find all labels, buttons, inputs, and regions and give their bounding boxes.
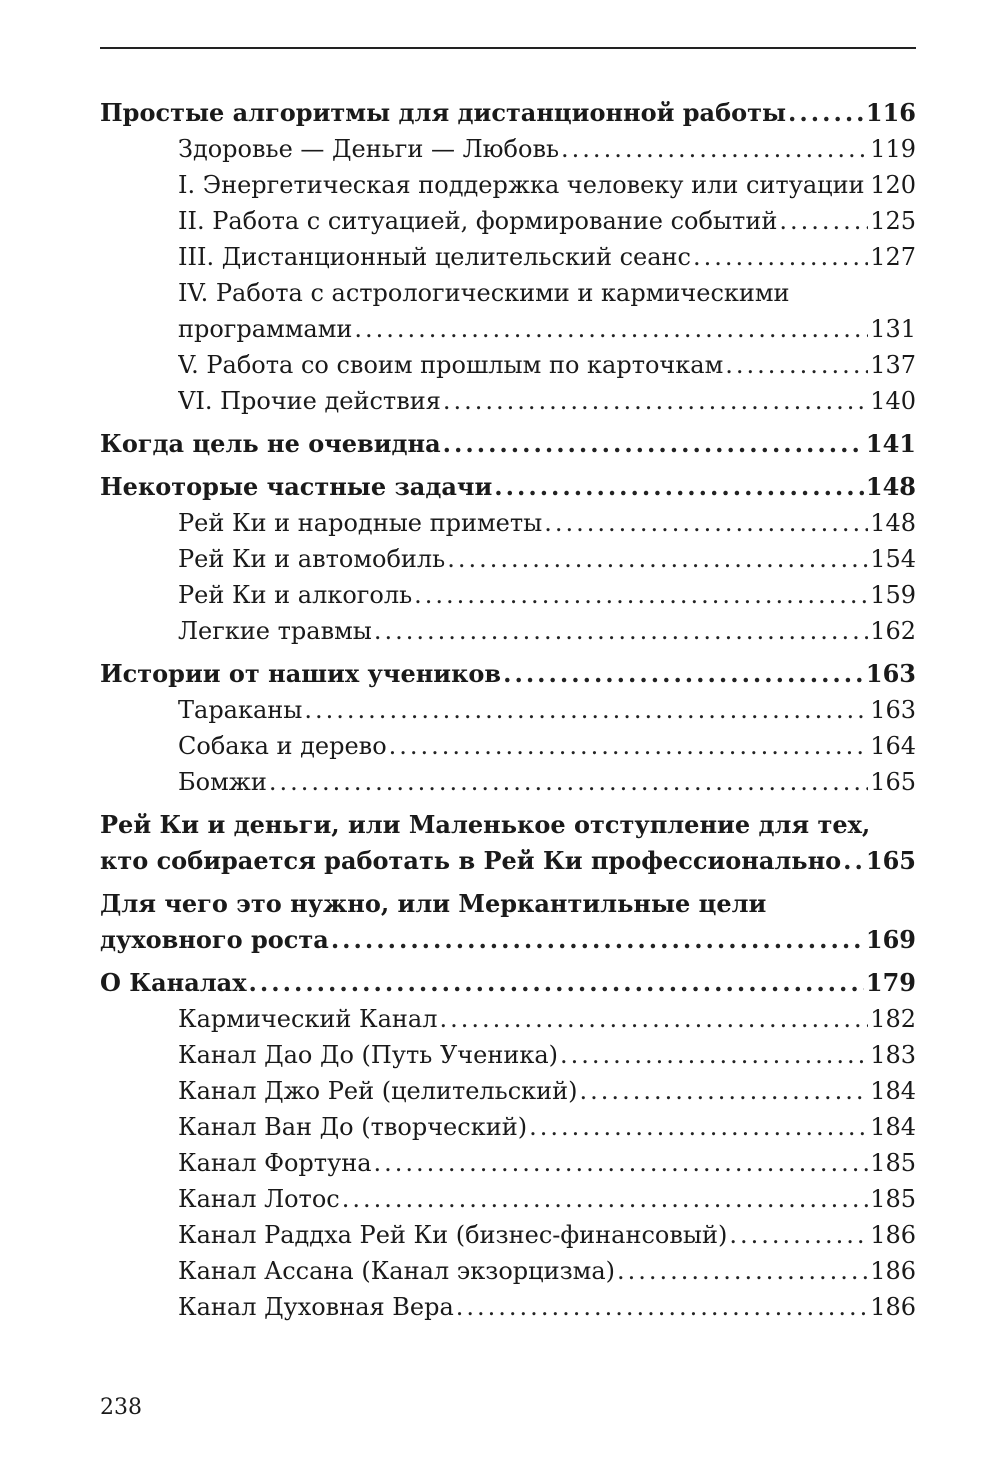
toc-line <box>100 965 916 1001</box>
toc-page-number: 131 <box>870 315 916 343</box>
toc-subsection[interactable] <box>100 383 994 419</box>
toc-subsection[interactable] <box>100 1181 994 1217</box>
toc-page-number: 125 <box>870 207 916 235</box>
toc-subsection[interactable] <box>100 167 994 203</box>
toc-entry-title: Канал Ван До (творческий) <box>178 1113 528 1141</box>
toc-line <box>178 1289 916 1325</box>
dot-leader <box>867 167 869 203</box>
toc-line <box>178 1109 916 1145</box>
toc-page-number: 184 <box>870 1077 916 1105</box>
dot-leader <box>443 383 868 419</box>
toc-page-number: 120 <box>870 171 916 199</box>
toc-page-number: 185 <box>870 1185 916 1213</box>
toc-line <box>178 1145 916 1181</box>
toc-line <box>178 728 916 764</box>
toc-page-number: 186 <box>870 1257 916 1285</box>
toc-entry-title: Рей Ки и деньги, или Маленькое отступление для тех, <box>100 810 871 839</box>
toc-line <box>178 764 916 800</box>
toc-page-number: 184 <box>870 1113 916 1141</box>
toc-line <box>178 541 916 577</box>
toc-page-number: 183 <box>870 1041 916 1069</box>
toc-subsection[interactable] <box>100 1109 994 1145</box>
toc-subsection[interactable] <box>100 1073 994 1109</box>
toc-line <box>178 167 916 203</box>
dot-leader <box>443 426 864 462</box>
toc-line <box>178 275 916 311</box>
toc-line <box>178 347 916 383</box>
toc-entry-title: Здоровье — Деньги — Любовь <box>178 135 560 163</box>
toc-subsection[interactable] <box>100 541 994 577</box>
toc-page-number: 179 <box>865 968 916 997</box>
dot-leader <box>354 311 868 347</box>
toc-page-number: 185 <box>870 1149 916 1177</box>
toc-entry-title: Канал Фортуна <box>178 1149 372 1177</box>
toc-entry-title: Канал Дао До (Путь Ученика) <box>178 1041 559 1069</box>
toc-entry-title: II. Работа с ситуацией, формирование событий <box>178 207 778 235</box>
toc-entry-title: Простые алгоритмы для дистанционной работы <box>100 98 787 127</box>
toc-subsection[interactable] <box>100 275 994 347</box>
dot-leader <box>439 1001 868 1037</box>
toc-page-number: 162 <box>870 617 916 645</box>
toc-page-number: 169 <box>865 925 916 954</box>
toc-line <box>178 1001 916 1037</box>
dot-leader <box>788 95 864 131</box>
toc-entry-title: I. Энергетическая поддержка человеку или ситуации <box>178 171 865 199</box>
toc-section[interactable] <box>100 426 916 462</box>
toc-page-number: 164 <box>870 732 916 760</box>
toc-line <box>178 203 916 239</box>
toc-entry-title: Бомжи <box>178 768 267 796</box>
toc-entry-title: духовного роста <box>100 925 329 954</box>
toc-page-number: 148 <box>870 509 916 537</box>
toc-entry-title: Некоторые частные задачи <box>100 472 493 501</box>
toc-page-number: 119 <box>870 135 916 163</box>
page-number: 238 <box>100 1395 142 1420</box>
dot-leader <box>779 203 868 239</box>
toc-line <box>178 383 916 419</box>
dot-leader <box>456 1289 868 1325</box>
toc-line <box>178 1037 916 1073</box>
toc-page-number: 141 <box>865 429 916 458</box>
toc-entry-title: IV. Работа с астрологическими и кармическими <box>178 279 790 307</box>
toc-subsection[interactable] <box>100 728 994 764</box>
toc-subsection[interactable] <box>100 239 994 275</box>
dot-leader <box>374 1145 869 1181</box>
header-rule <box>100 47 916 49</box>
toc-entry-title: Канал Духовная Вера <box>178 1293 454 1321</box>
toc-entry-title: Канал Ассана (Канал экзорцизма) <box>178 1257 615 1285</box>
dot-leader <box>304 692 868 728</box>
toc-entry-title: кто собирается работать в Рей Ки профессионально <box>100 846 842 875</box>
toc-page-number: 127 <box>870 243 916 271</box>
toc-line <box>178 1181 916 1217</box>
toc-entry-title: Когда цель не очевидна <box>100 429 441 458</box>
toc-line <box>178 131 916 167</box>
toc-subsection[interactable] <box>100 131 994 167</box>
toc-section[interactable] <box>100 469 916 505</box>
dot-leader <box>249 965 864 1001</box>
toc-subsection[interactable] <box>100 1145 994 1181</box>
toc-entry-title: О Каналах <box>100 968 247 997</box>
toc-page-number: 148 <box>865 472 916 501</box>
toc-line <box>100 656 916 692</box>
toc-entry-title: Кармический Канал <box>178 1005 438 1033</box>
toc-line <box>178 1217 916 1253</box>
toc-page-number: 154 <box>870 545 916 573</box>
toc-subsection[interactable] <box>100 613 994 649</box>
toc-line <box>100 843 916 879</box>
toc-entry-title: V. Работа со своим прошлым по карточкам <box>178 351 724 379</box>
table-of-contents <box>100 95 916 1325</box>
dot-leader <box>374 613 868 649</box>
dot-leader <box>494 469 864 505</box>
toc-entry-title: Рей Ки и алкоголь <box>178 581 413 609</box>
toc-page-number: 182 <box>870 1005 916 1033</box>
dot-leader <box>414 577 868 613</box>
toc-entry-title: Легкие травмы <box>178 617 372 645</box>
toc-entry-title: Рей Ки и народные приметы <box>178 509 543 537</box>
toc-line <box>178 239 916 275</box>
toc-entry-title: Истории от наших учеников <box>100 659 502 688</box>
dot-leader <box>580 1073 869 1109</box>
dot-leader <box>561 131 868 167</box>
toc-line <box>178 577 916 613</box>
dot-leader <box>617 1253 868 1289</box>
toc-entry-title: Для чего это нужно, или Меркантильные цели <box>100 889 767 918</box>
dot-leader <box>389 728 869 764</box>
dot-leader <box>503 656 864 692</box>
toc-subsection[interactable] <box>100 692 994 728</box>
toc-page-number: 163 <box>865 659 916 688</box>
toc-entry-title: Рей Ки и автомобиль <box>178 545 446 573</box>
dot-leader <box>560 1037 868 1073</box>
toc-page-number: 140 <box>870 387 916 415</box>
toc-line <box>100 469 916 505</box>
toc-subsection[interactable] <box>100 505 994 541</box>
toc-line <box>178 613 916 649</box>
toc-subsection[interactable] <box>100 1289 994 1325</box>
toc-subsection[interactable] <box>100 1217 994 1253</box>
toc-page-number: 165 <box>870 768 916 796</box>
toc-line <box>178 311 916 347</box>
toc-page-number: 186 <box>870 1293 916 1321</box>
toc-entry-title: программами <box>178 315 353 343</box>
toc-subsection[interactable] <box>100 1037 994 1073</box>
toc-section[interactable] <box>100 95 916 131</box>
toc-entry-title: Собака и дерево <box>178 732 387 760</box>
toc-subsection[interactable] <box>100 1253 994 1289</box>
toc-line <box>100 922 916 958</box>
toc-page-number: 137 <box>870 351 916 379</box>
toc-line <box>178 692 916 728</box>
toc-page-number: 165 <box>865 846 916 875</box>
dot-leader <box>529 1109 868 1145</box>
toc-line <box>100 886 916 922</box>
toc-entry-title: Канал Джо Рей (целительский) <box>178 1077 578 1105</box>
toc-subsection[interactable] <box>100 577 994 613</box>
dot-leader <box>729 1217 868 1253</box>
toc-section[interactable] <box>100 656 916 692</box>
toc-line <box>100 807 916 843</box>
toc-line <box>178 1073 916 1109</box>
dot-leader <box>843 843 864 879</box>
toc-subsection[interactable] <box>100 203 994 239</box>
toc-line <box>100 426 916 462</box>
dot-leader <box>342 1181 868 1217</box>
toc-subsection[interactable] <box>100 1001 994 1037</box>
toc-page-number: 159 <box>870 581 916 609</box>
toc-subsection[interactable] <box>100 764 994 800</box>
toc-entry-title: Канал Раддха Рей Ки (бизнес-финансовый) <box>178 1221 728 1249</box>
dot-leader <box>544 505 868 541</box>
toc-page-number: 163 <box>870 696 916 724</box>
toc-entry-title: Канал Лотос <box>178 1185 340 1213</box>
dot-leader <box>447 541 868 577</box>
toc-entry-title: Тараканы <box>178 696 303 724</box>
toc-entry-title: VI. Прочие действия <box>178 387 441 415</box>
dot-leader <box>331 922 864 958</box>
toc-page-number: 116 <box>865 98 916 127</box>
toc-section[interactable] <box>100 807 916 879</box>
toc-section[interactable] <box>100 965 916 1001</box>
dot-leader <box>269 764 868 800</box>
toc-entry-title: III. Дистанционный целительский сеанс <box>178 243 691 271</box>
toc-page-number: 186 <box>870 1221 916 1249</box>
toc-line <box>100 95 916 131</box>
toc-subsection[interactable] <box>100 347 994 383</box>
toc-section[interactable] <box>100 886 916 958</box>
toc-line <box>178 1253 916 1289</box>
dot-leader <box>693 239 868 275</box>
dot-leader <box>725 347 868 383</box>
toc-line <box>178 505 916 541</box>
